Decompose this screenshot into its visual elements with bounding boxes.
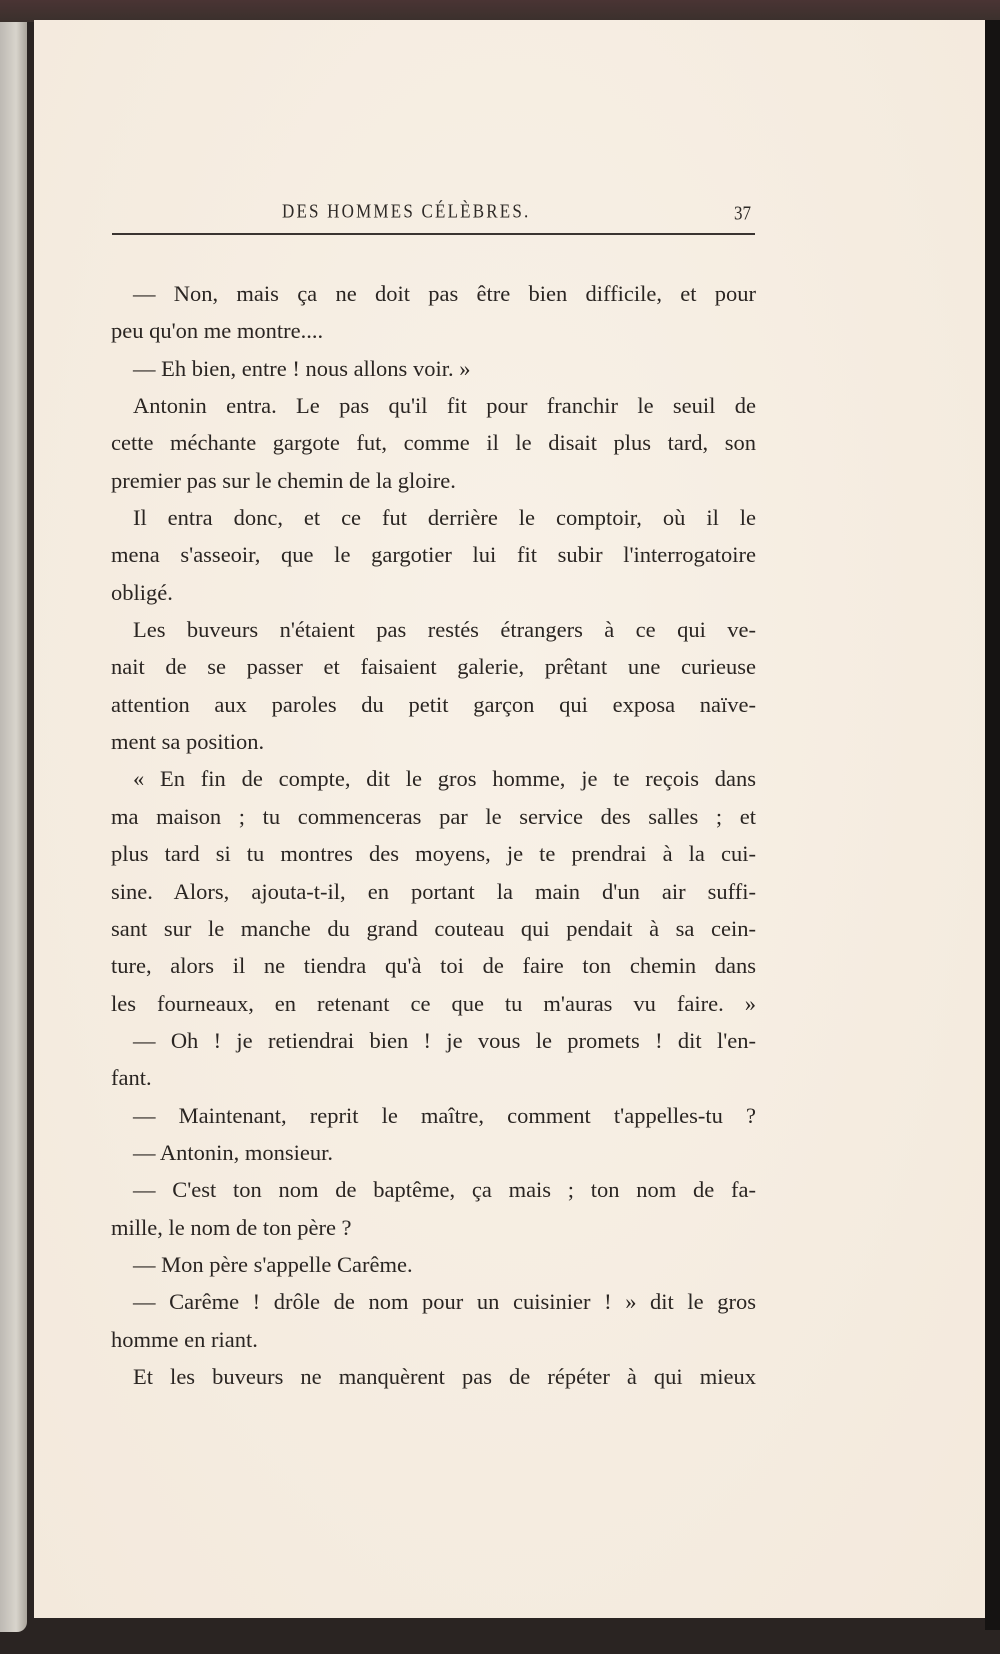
text-line: attention aux paroles du petit garçon qui exposa naïve-	[111, 691, 756, 717]
header-rule	[112, 233, 755, 235]
text-line: ment sa position.	[111, 729, 265, 755]
text-line: — Eh bien, entre ! nous allons voir. »	[133, 355, 471, 381]
text-line: — Non, mais ça ne doit pas être bien difficile, et pour	[133, 281, 756, 306]
scan-background-top	[0, 0, 1000, 22]
text-line: mille, le nom de ton père ?	[111, 1214, 352, 1240]
text-line: nait de se passer et faisaient galerie, prêtant une curieuse	[111, 654, 756, 680]
scan-background-right	[985, 20, 1000, 1630]
facing-page-edge	[0, 22, 27, 1632]
text-line: cette méchante gargote fut, comme il le disait plus tard, son	[111, 430, 756, 456]
running-title: DES HOMMES CÉLÈBRES.	[282, 200, 531, 222]
text-line: — Antonin, monsieur.	[133, 1139, 334, 1165]
text-line: Et les buveurs ne manquèrent pas de répéter à qui mieux	[133, 1363, 756, 1389]
text-line: — Maintenant, reprit le maître, comment t'appelles-tu ?	[133, 1102, 756, 1128]
text-line: plus tard si tu montres des moyens, je te prendrai à la cui-	[111, 841, 756, 867]
page-number: 37	[734, 202, 751, 224]
text-line: mena s'asseoir, que le gargotier lui fit subir l'interrogatoire	[111, 542, 756, 568]
text-line: « En fin de compte, dit le gros homme, je te reçois dans	[133, 766, 756, 792]
text-line: ture, alors il ne tiendra qu'à toi de faire ton chemin dans	[111, 953, 756, 979]
text-line: — C'est ton nom de baptême, ça mais ; ton nom de fa-	[133, 1177, 756, 1203]
text-line: — Carême ! drôle de nom pour un cuisinier ! » dit le gros	[133, 1289, 756, 1315]
text-line: les fourneaux, en retenant ce que tu m'auras vu faire. »	[111, 990, 756, 1016]
text-line: fant.	[111, 1065, 152, 1091]
text-line: ma maison ; tu commenceras par le service des salles ; et	[111, 803, 756, 829]
text-line: — Mon père s'appelle Carême.	[133, 1251, 413, 1277]
text-line: obligé.	[111, 579, 173, 605]
text-line: Antonin entra. Le pas qu'il fit pour franchir le seuil de	[133, 393, 756, 419]
book-page	[34, 20, 985, 1618]
text-line: Les buveurs n'étaient pas restés étrangers à ce qui ve-	[133, 617, 756, 643]
text-line: sine. Alors, ajouta-t-il, en portant la main d'un air suffi-	[111, 878, 756, 904]
text-line: — Oh ! je retiendrai bien ! je vous le promets ! dit l'en-	[133, 1027, 756, 1053]
running-header	[34, 200, 985, 230]
text-line: peu qu'on me montre....	[111, 318, 324, 344]
text-line: Il entra donc, et ce fut derrière le comptoir, où il le	[133, 505, 756, 531]
text-line: homme en riant.	[111, 1326, 258, 1352]
text-line: premier pas sur le chemin de la gloire.	[111, 467, 456, 493]
body-text	[111, 275, 756, 1395]
text-line: sant sur le manche du grand couteau qui pendait à sa cein-	[111, 915, 756, 941]
